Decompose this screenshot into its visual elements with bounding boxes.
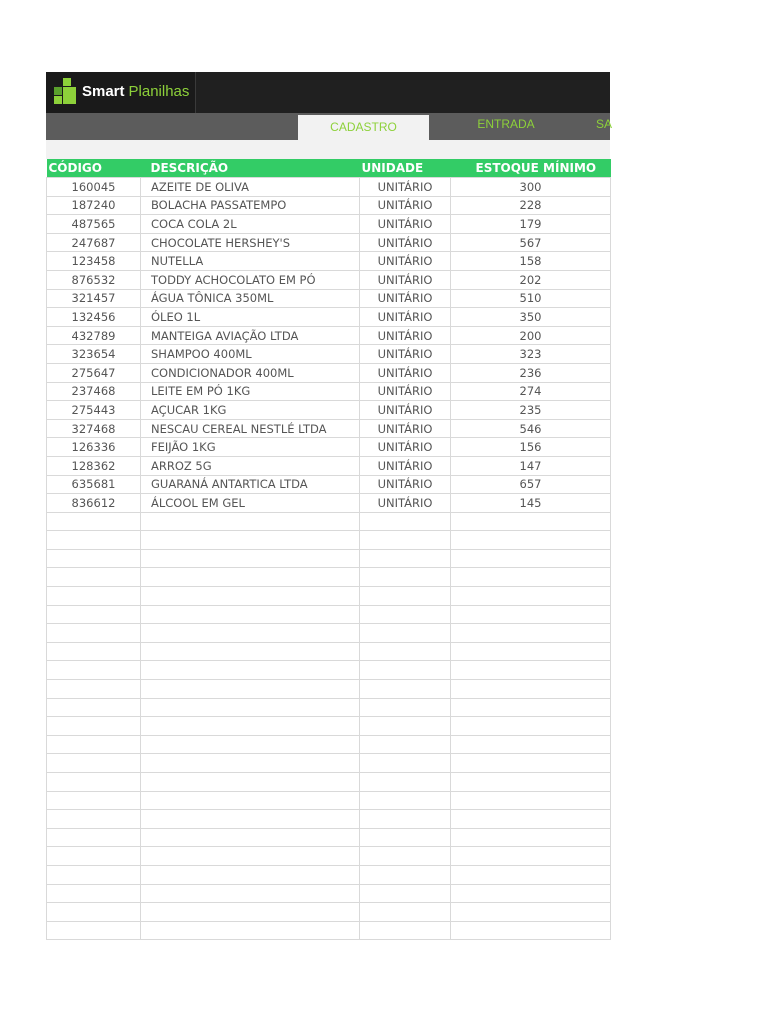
empty-cell[interactable] [451,568,611,587]
empty-table-row[interactable] [47,847,611,866]
empty-cell[interactable] [451,624,611,643]
cell-codigo[interactable]: 487565 [47,215,141,234]
empty-cell[interactable] [451,810,611,829]
cell-unidade[interactable]: UNITÁRIO [360,363,451,382]
empty-table-row[interactable] [47,921,611,940]
empty-cell[interactable] [47,698,141,717]
cell-unidade[interactable]: UNITÁRIO [360,382,451,401]
empty-cell[interactable] [47,642,141,661]
cell-descricao[interactable]: NESCAU CEREAL NESTLÉ LTDA [141,419,360,438]
empty-cell[interactable] [451,828,611,847]
cell-descricao[interactable]: LEITE EM PÓ 1KG [141,382,360,401]
cell-codigo[interactable]: 128362 [47,456,141,475]
table-row[interactable] [47,196,611,215]
empty-cell[interactable] [451,661,611,680]
empty-cell[interactable] [360,568,451,587]
cell-estoque-minimo[interactable]: 236 [451,363,611,382]
empty-cell[interactable] [141,735,360,754]
empty-cell[interactable] [47,661,141,680]
cell-estoque-minimo[interactable]: 202 [451,270,611,289]
empty-cell[interactable] [47,921,141,940]
tab-entrada[interactable]: ENTRADA [477,117,535,131]
empty-cell[interactable] [451,717,611,736]
empty-cell[interactable] [141,717,360,736]
empty-cell[interactable] [47,810,141,829]
empty-cell[interactable] [47,587,141,606]
cell-unidade[interactable]: UNITÁRIO [360,308,451,327]
cell-codigo[interactable]: 132456 [47,308,141,327]
empty-cell[interactable] [47,605,141,624]
cell-unidade[interactable]: UNITÁRIO [360,438,451,457]
empty-cell[interactable] [360,512,451,531]
cell-codigo[interactable]: 635681 [47,475,141,494]
empty-cell[interactable] [141,754,360,773]
empty-cell[interactable] [141,680,360,699]
empty-cell[interactable] [47,828,141,847]
empty-cell[interactable] [360,531,451,550]
empty-cell[interactable] [141,865,360,884]
empty-cell[interactable] [451,921,611,940]
table-row[interactable] [47,456,611,475]
cell-codigo[interactable]: 123458 [47,252,141,271]
empty-cell[interactable] [141,847,360,866]
empty-cell[interactable] [451,605,611,624]
cell-descricao[interactable]: ÁLCOOL EM GEL [141,494,360,513]
empty-table-row[interactable] [47,587,611,606]
cell-descricao[interactable]: SHAMPOO 400ML [141,345,360,364]
cell-descricao[interactable]: TODDY ACHOCOLATO EM PÓ [141,270,360,289]
empty-cell[interactable] [360,698,451,717]
table-header-row [47,159,611,178]
table-row[interactable] [47,419,611,438]
empty-cell[interactable] [141,568,360,587]
empty-cell[interactable] [451,512,611,531]
empty-cell[interactable] [451,754,611,773]
header-unidade[interactable]: UNIDADE [360,159,451,178]
empty-table-row[interactable] [47,810,611,829]
table-body [47,178,611,940]
empty-table-row[interactable] [47,680,611,699]
table-row[interactable] [47,326,611,345]
empty-cell[interactable] [451,847,611,866]
table-row[interactable] [47,494,611,513]
cell-descricao[interactable]: ARROZ 5G [141,456,360,475]
empty-cell[interactable] [47,903,141,922]
empty-cell[interactable] [451,903,611,922]
empty-cell[interactable] [360,884,451,903]
table-row[interactable] [47,289,611,308]
empty-cell[interactable] [141,587,360,606]
empty-cell[interactable] [47,624,141,643]
cell-descricao[interactable]: ÓLEO 1L [141,308,360,327]
empty-cell[interactable] [141,828,360,847]
cell-descricao[interactable]: NUTELLA [141,252,360,271]
empty-table-row[interactable] [47,735,611,754]
cell-descricao[interactable]: ÁGUA TÔNICA 350ML [141,289,360,308]
logo [46,72,196,113]
cell-unidade[interactable]: UNITÁRIO [360,494,451,513]
empty-table-row[interactable] [47,903,611,922]
empty-cell[interactable] [141,791,360,810]
empty-table-row[interactable] [47,754,611,773]
empty-cell[interactable] [47,680,141,699]
empty-cell[interactable] [141,661,360,680]
empty-cell[interactable] [360,791,451,810]
empty-cell[interactable] [360,735,451,754]
table-row[interactable] [47,438,611,457]
cell-estoque-minimo[interactable]: 323 [451,345,611,364]
empty-cell[interactable] [141,698,360,717]
cell-descricao[interactable]: CONDICIONADOR 400ML [141,363,360,382]
table-row[interactable] [47,215,611,234]
empty-cell[interactable] [47,773,141,792]
cell-estoque-minimo[interactable]: 228 [451,196,611,215]
logo-icon [54,78,76,105]
table-row[interactable] [47,401,611,420]
empty-cell[interactable] [47,884,141,903]
cell-descricao[interactable]: FEIJÃO 1KG [141,438,360,457]
table-row[interactable] [47,308,611,327]
cell-estoque-minimo[interactable]: 156 [451,438,611,457]
table-row[interactable] [47,252,611,271]
table-row[interactable] [47,382,611,401]
empty-cell[interactable] [451,587,611,606]
empty-cell[interactable] [141,884,360,903]
cell-codigo[interactable]: 432789 [47,326,141,345]
table-row[interactable] [47,345,611,364]
cell-descricao[interactable]: CHOCOLATE HERSHEY'S [141,233,360,252]
table-row[interactable] [47,270,611,289]
empty-cell[interactable] [360,587,451,606]
empty-cell[interactable] [47,754,141,773]
empty-cell[interactable] [47,847,141,866]
empty-table-row[interactable] [47,717,611,736]
cell-unidade[interactable]: UNITÁRIO [360,196,451,215]
empty-cell[interactable] [47,865,141,884]
cell-unidade[interactable]: UNITÁRIO [360,456,451,475]
cell-unidade[interactable]: UNITÁRIO [360,326,451,345]
cell-estoque-minimo[interactable]: 145 [451,494,611,513]
empty-cell[interactable] [47,717,141,736]
empty-table-row[interactable] [47,512,611,531]
cell-descricao[interactable]: COCA COLA 2L [141,215,360,234]
empty-table-row[interactable] [47,828,611,847]
empty-table-row[interactable] [47,773,611,792]
cell-estoque-minimo[interactable]: 235 [451,401,611,420]
cell-codigo[interactable]: 275443 [47,401,141,420]
cell-estoque-minimo[interactable]: 200 [451,326,611,345]
empty-table-row[interactable] [47,624,611,643]
cell-estoque-minimo[interactable]: 657 [451,475,611,494]
empty-cell[interactable] [47,791,141,810]
table-row[interactable] [47,233,611,252]
cell-estoque-minimo[interactable]: 179 [451,215,611,234]
empty-cell[interactable] [47,531,141,550]
empty-cell[interactable] [451,884,611,903]
empty-cell[interactable] [360,642,451,661]
empty-cell[interactable] [451,865,611,884]
empty-cell[interactable] [141,605,360,624]
sheet-spacer [46,140,610,159]
cell-unidade[interactable]: UNITÁRIO [360,270,451,289]
empty-cell[interactable] [360,661,451,680]
empty-cell[interactable] [47,568,141,587]
table-row[interactable] [47,178,611,197]
cell-estoque-minimo[interactable]: 274 [451,382,611,401]
empty-cell[interactable] [47,549,141,568]
empty-cell[interactable] [360,549,451,568]
cell-codigo[interactable]: 321457 [47,289,141,308]
empty-cell[interactable] [360,773,451,792]
tab-saida[interactable]: SA [596,117,613,131]
empty-cell[interactable] [451,549,611,568]
empty-table-row[interactable] [47,568,611,587]
tab-bar [46,113,613,140]
cell-codigo[interactable]: 187240 [47,196,141,215]
cell-unidade[interactable]: UNITÁRIO [360,475,451,494]
empty-cell[interactable] [360,865,451,884]
empty-table-row[interactable] [47,865,611,884]
cell-codigo[interactable]: 237468 [47,382,141,401]
cell-descricao[interactable]: GUARANÁ ANTARTICA LTDA [141,475,360,494]
empty-cell[interactable] [47,735,141,754]
brand-name [82,83,189,100]
cell-descricao[interactable]: BOLACHA PASSATEMPO [141,196,360,215]
tab-cadastro[interactable]: CADASTRO [298,115,429,142]
empty-cell[interactable] [451,791,611,810]
cell-estoque-minimo[interactable]: 147 [451,456,611,475]
empty-cell[interactable] [141,642,360,661]
cell-unidade[interactable]: UNITÁRIO [360,252,451,271]
empty-cell[interactable] [360,754,451,773]
cell-estoque-minimo[interactable]: 567 [451,233,611,252]
empty-cell[interactable] [141,903,360,922]
empty-cell[interactable] [451,735,611,754]
cell-estoque-minimo[interactable]: 546 [451,419,611,438]
cell-unidade[interactable]: UNITÁRIO [360,178,451,197]
cell-estoque-minimo[interactable]: 350 [451,308,611,327]
empty-cell[interactable] [360,828,451,847]
empty-table-row[interactable] [47,605,611,624]
empty-cell[interactable] [141,921,360,940]
empty-cell[interactable] [141,773,360,792]
cell-codigo[interactable]: 327468 [47,419,141,438]
cell-unidade[interactable]: UNITÁRIO [360,233,451,252]
table-row[interactable] [47,363,611,382]
cell-codigo[interactable]: 126336 [47,438,141,457]
empty-cell[interactable] [47,512,141,531]
empty-cell[interactable] [451,698,611,717]
cell-descricao[interactable]: AÇUCAR 1KG [141,401,360,420]
empty-table-row[interactable] [47,791,611,810]
cell-estoque-minimo[interactable]: 510 [451,289,611,308]
cell-codigo[interactable]: 323654 [47,345,141,364]
empty-cell[interactable] [360,624,451,643]
cell-descricao[interactable]: MANTEIGA AVIAÇÃO LTDA [141,326,360,345]
empty-table-row[interactable] [47,698,611,717]
empty-cell[interactable] [141,810,360,829]
cell-unidade[interactable]: UNITÁRIO [360,345,451,364]
empty-cell[interactable] [360,680,451,699]
empty-cell[interactable] [360,605,451,624]
cell-unidade[interactable]: UNITÁRIO [360,215,451,234]
cell-codigo[interactable]: 876532 [47,270,141,289]
cell-estoque-minimo[interactable]: 300 [451,178,611,197]
cell-descricao[interactable]: AZEITE DE OLIVA [141,178,360,197]
empty-cell[interactable] [451,680,611,699]
empty-table-row[interactable] [47,642,611,661]
brand-name-bold: Smart [82,83,125,100]
cell-unidade[interactable]: UNITÁRIO [360,289,451,308]
empty-cell[interactable] [360,810,451,829]
cell-codigo[interactable]: 836612 [47,494,141,513]
empty-cell[interactable] [360,903,451,922]
empty-cell[interactable] [360,717,451,736]
empty-table-row[interactable] [47,549,611,568]
cell-codigo[interactable]: 247687 [47,233,141,252]
header-descricao[interactable]: DESCRIÇÃO [141,159,360,178]
products-table [46,159,611,940]
cell-unidade[interactable]: UNITÁRIO [360,419,451,438]
empty-cell[interactable] [451,642,611,661]
empty-table-row[interactable] [47,661,611,680]
cell-codigo[interactable]: 275647 [47,363,141,382]
table-row[interactable] [47,475,611,494]
empty-cell[interactable] [360,921,451,940]
empty-cell[interactable] [451,531,611,550]
cell-unidade[interactable]: UNITÁRIO [360,401,451,420]
empty-table-row[interactable] [47,884,611,903]
cell-estoque-minimo[interactable]: 158 [451,252,611,271]
empty-cell[interactable] [141,549,360,568]
empty-cell[interactable] [360,847,451,866]
top-bar [46,72,610,113]
empty-cell[interactable] [141,512,360,531]
empty-cell[interactable] [451,773,611,792]
header-estoque-minimo[interactable]: ESTOQUE MÍNIMO [451,159,611,178]
brand-name-light: Planilhas [128,83,190,100]
empty-cell[interactable] [141,531,360,550]
empty-table-row[interactable] [47,531,611,550]
header-codigo[interactable]: CÓDIGO [47,159,141,178]
cell-codigo[interactable]: 160045 [47,178,141,197]
empty-cell[interactable] [141,624,360,643]
